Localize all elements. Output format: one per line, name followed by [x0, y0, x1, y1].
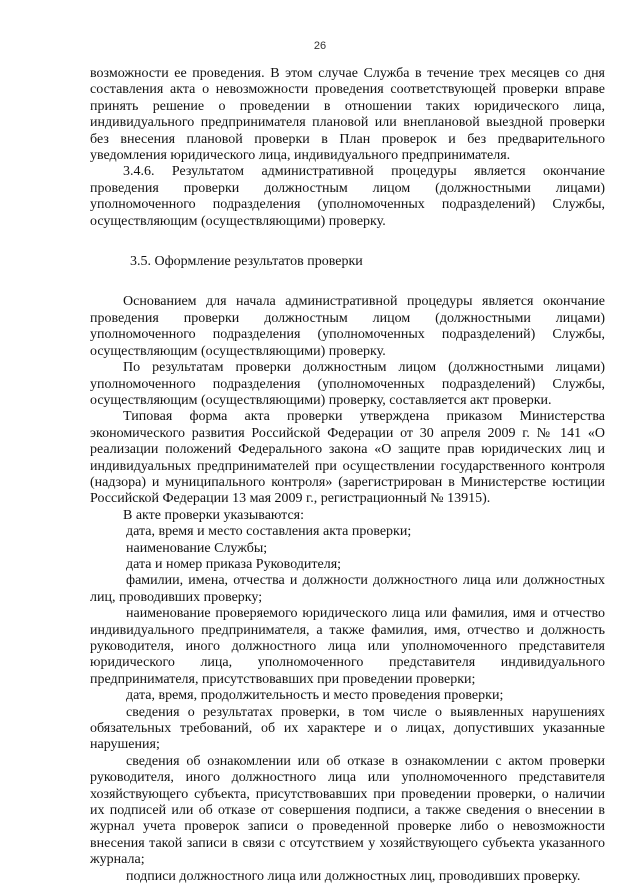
paragraph-results: По результатам проверки должностным лицом (должностными лицами) уполномоченного подразделения (уполномоченных подразделений) Службы, осуществляющим (осуществляющими) проверку, составляется акт проверки. — [90, 360, 605, 408]
paragraph-basis: Основанием для начала административной процедуры является окончание проведения проверки должностным лицом (должностными лицами) уполномоченного подразделения (уполномоченных подразделений) Службы, осуществляющим (осуществляющими) проверку. — [90, 294, 605, 359]
list-item: подписи должностного лица или должностных лиц, проводивших проверку. — [126, 868, 581, 884]
paragraph-3-4-6: 3.4.6. Результатом административной процедуры является окончание проведения проверки должностным лицом (должностными лицами) уполномоченного подразделения (уполномоченных подразделений) Службы, осуществляющим (осуществляющими) проверку. — [90, 164, 605, 229]
list-item: дата, время, продолжительность и место проведения проверки; — [126, 688, 504, 704]
list-item: наименование проверяемого юридического лица или фамилия, имя и отчество индивидуального предпринимателя, а также фамилия, имя, отчество и должность руководителя, иного должностного лица или уполномоченного представителя юридического лица, уполномоченного представителя индивидуального предпринимателя, присутствовавших при проведении проверки; — [90, 606, 605, 687]
list-item: дата и номер приказа Руководителя; — [126, 556, 342, 572]
list-item: наименование Службы; — [126, 540, 268, 556]
document-body — [90, 66, 605, 885]
section-heading-3-5: 3.5. Оформление результатов проверки — [130, 254, 363, 270]
page-number: 26 — [313, 40, 327, 52]
paragraph-act-contents-intro: В акте проверки указываются: — [123, 507, 305, 523]
list-item: фамилии, имена, отчества и должности должностного лица или должностных лиц, проводивших проверку; — [90, 573, 605, 605]
list-item: дата, время и место составления акта проверки; — [126, 524, 412, 540]
paragraph-standard-form: Типовая форма акта проверки утверждена приказом Министерства экономического развития Российской Федерации от 30 апреля 2009 г. № 141 «О реализации положений Федерального закона «О защите прав юридических лиц и индивидуальных предпринимателей при осуществлении государственного контроля (надзора) и муниципального контроля» (зарегистрирован в Министерстве юстиции Российской Федерации 13 мая 2009 г., регистрационный № 13915). — [90, 409, 605, 507]
list-item: сведения о результатах проверки, в том числе о выявленных нарушениях обязательных требований, об их характере и о лицах, допустивших указанные нарушения; — [90, 704, 605, 753]
list-item: сведения об ознакомлении или об отказе в ознакомлении с актом проверки руководителя, иного должностного лица или уполномоченного представителя хозяйствующего субъекта, присутствовавших при проведении проверки, о наличии их подписей или об отказе от совершения подписи, а также сведения о внесении в журнал учета проверок записи о проведенной проверке либо о невозможности внесения такой записи в связи с отсутствием у хозяйствующего субъекта указанного журнала; — [90, 753, 605, 868]
paragraph-continuation: возможности ее проведения. В этом случае Служба в течение трех месяцев со дня составления акта о невозможности проведения соответствующей проверки вправе принять решение о проведении в отношении таких юридического лица, индивидуального предпринимателя плановой или внеплановой выездной проверки без внесения плановой проверки в План проверок и без предварительного уведомления юридического лица, индивидуального предпринимателя. — [90, 66, 605, 164]
